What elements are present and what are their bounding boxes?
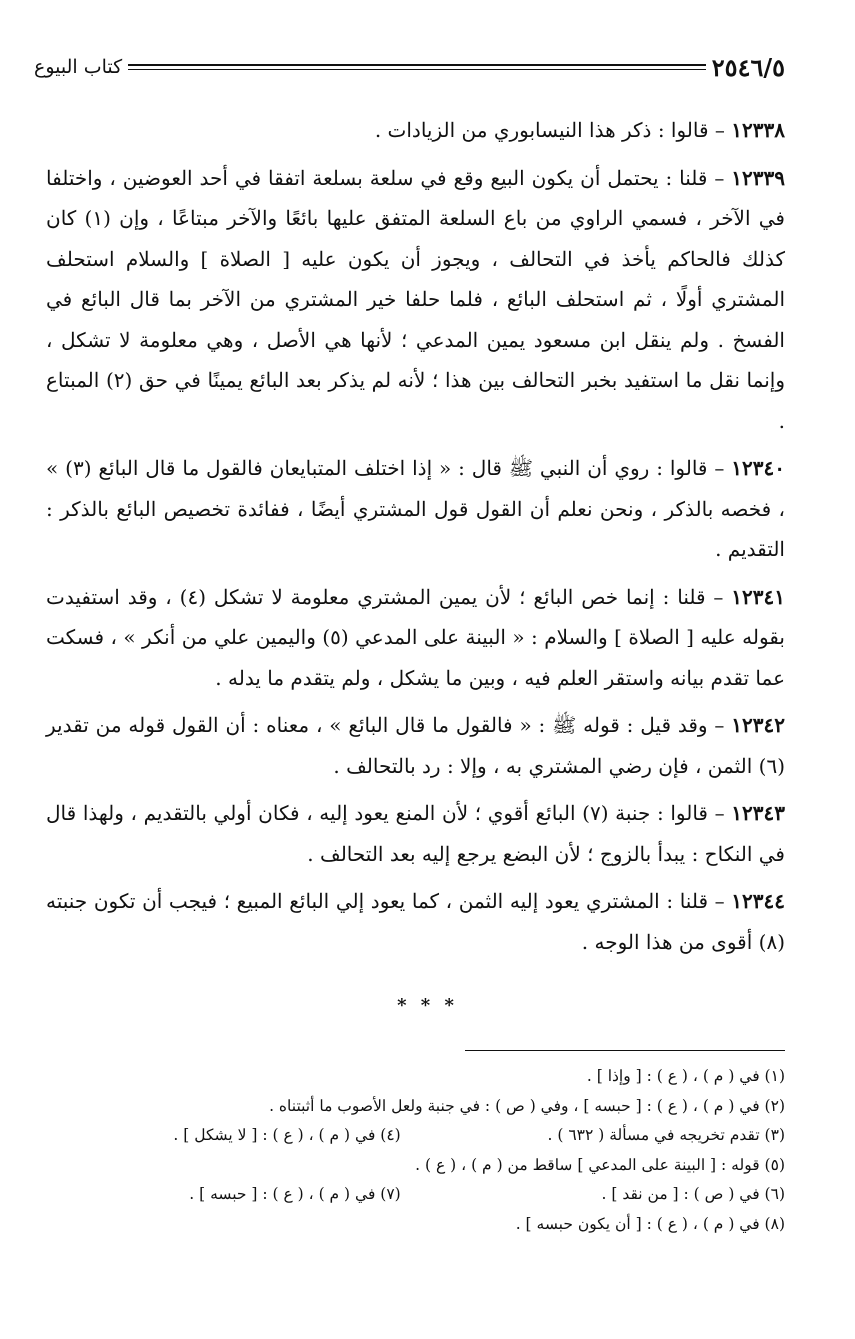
section-separator: * * *	[397, 995, 458, 1016]
paragraph-number: ١٢٣٤٣	[731, 801, 785, 825]
header-rule	[128, 64, 706, 70]
page-number: ٢٥٤٦/٥	[711, 52, 785, 82]
footnote-1: (١) في ( م ) ، ( ع ) : [ وإذا ] .	[586, 1067, 785, 1085]
paragraph-number: ١٢٣٤٠	[731, 456, 785, 480]
footnote-6: (٦) في ( ص ) : [ من نقد ] .	[601, 1185, 785, 1203]
main-text	[46, 110, 785, 969]
book-title: كتاب البيوع	[34, 56, 123, 78]
footnote-4: (٤) في ( م ) ، ( ع ) : [ لا يشكل ] .	[173, 1126, 401, 1144]
footnote-rule	[465, 1050, 785, 1051]
paragraph	[46, 158, 785, 442]
paragraph-text: – قالوا : ذكر هذا النيسابوري من الزيادات .	[374, 118, 732, 142]
footnote-row	[46, 1062, 785, 1092]
paragraph-number: ١٢٣٤٢	[731, 713, 785, 737]
paragraph-number: ١٢٣٤١	[731, 584, 786, 609]
paragraph	[46, 110, 785, 151]
paragraph	[46, 881, 785, 962]
page-header	[34, 50, 785, 84]
footnote-row	[46, 1121, 785, 1151]
paragraph	[46, 448, 785, 570]
paragraph	[46, 793, 785, 874]
paragraph	[46, 577, 785, 699]
footnote-row	[46, 1210, 785, 1240]
paragraph-text: – قلنا : يحتمل أن يكون البيع وقع في سلعة بسلعة اتفقا في أحد العوضين ، واختلفا في الآخر ، فسمي الراوي من باع السلعة المتفق عليها بائعًا والآخر مبتاعًا ، وإن (١) كان كذلك فالحاكم يأخذ في التحالف ، ويجوز أن يكون عليه [ الصلاة ] والسلام استحلف المشتري أولًا ، ثم استحلف البائع ، فلما حلفا خير المشتري من الآخر بما قال البائع في الفسخ . ولم ينقل ابن مسعود يمين المدعي ؛ لأنها هي الأصل ، وهي معلومة لا تشكل ، وإنما نقل ما استفيد بخبر التحالف بين هذا ؛ لأنه لم يذكر بعد البائع يمينًا في حق (٢) المبتاع .	[46, 165, 785, 433]
footnote-5: (٥) قوله : [ البينة على المدعي ] ساقط من ( م ) ، ( ع ) .	[415, 1155, 785, 1174]
paragraph-number: ١٢٣٣٨	[731, 118, 785, 142]
paragraph-text: – وقد قيل : قوله ﷺ : « فالقول ما قال البائع » ، معناه : أن القول قوله من تقدير (٦) الثمن ، فإن رضي المشتري به ، وإلا : رد بالتحالف .	[46, 713, 785, 778]
footnote-row	[46, 1180, 785, 1210]
footnote-8: (٨) في ( م ) ، ( ع ) : [ أن يكون حبسه ] .	[515, 1214, 785, 1233]
footnotes	[46, 1062, 785, 1239]
footnote-7: (٧) في ( م ) ، ( ع ) : [ حبسه ] .	[189, 1185, 401, 1203]
footnote-row	[46, 1151, 785, 1181]
paragraph-text: – قلنا : إنما خص البائع ؛ لأن يمين المشتري معلومة لا تشكل (٤) ، وقد استفيدت بقوله عليه [ الصلاة ] والسلام : « البينة على المدعي (٥) واليمين علي من أنكر » ، فسكت عما تقدم بيانه واستقر العلم فيه ، وبين ما يشكل ، ولم يتقدم ما يدله .	[46, 584, 785, 690]
paragraph	[46, 705, 785, 786]
paragraph-text: – قالوا : روي أن النبي ﷺ قال : « إذا اختلف المتبايعان فالقول ما قال البائع (٣) » ، فخصه بالذكر ، ونحن نعلم أن القول قول المشتري أيضًا ، ففائدة تخصيص البائع بالذكر : التقديم .	[46, 456, 785, 561]
paragraph-text: – قلنا : المشتري يعود إليه الثمن ، كما يعود إلي البائع المبيع ؛ فيجب أن تكون جنبته (٨) أقوى من هذا الوجه .	[46, 889, 785, 954]
footnote-2: (٢) في ( م ) ، ( ع ) : [ حبسه ] ، وفي ( ص ) : في جنبة ولعل الأصوب ما أثبتناه .	[269, 1096, 785, 1115]
paragraph-text: – قالوا : جنبة (٧) البائع أقوي ؛ لأن المنع يعود إليه ، فكان أولي بالتقديم ، ولهذا قال في النكاح : يبدأ بالزوج ؛ لأن البضع يرجع إليه بعد التحالف .	[46, 801, 785, 866]
paragraph-number: ١٢٣٣٩	[731, 165, 785, 190]
paragraph-number: ١٢٣٤٤	[731, 889, 785, 913]
footnote-3: (٣) تقدم تخريجه في مسألة ( ٦٣٢ ) .	[547, 1126, 785, 1144]
footnote-row	[46, 1092, 785, 1122]
